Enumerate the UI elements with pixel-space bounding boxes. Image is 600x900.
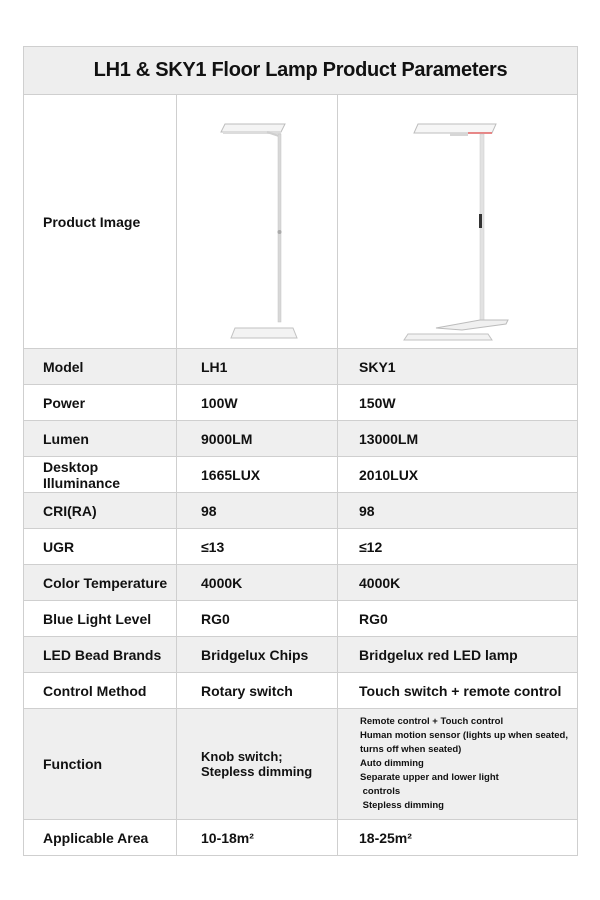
- floor-lamp-sky1-icon: [388, 102, 528, 342]
- lh1-value: 4000K: [177, 565, 338, 601]
- function-item: Stepless dimming: [360, 800, 444, 811]
- table-row: [24, 601, 578, 637]
- lh1-value: Bridgelux Chips: [177, 637, 338, 673]
- lh1-value: RG0: [177, 601, 338, 637]
- row-label: Color Temperature: [24, 565, 177, 601]
- row-label: UGR: [24, 529, 177, 565]
- sky1-value: Bridgelux red LED lamp: [338, 637, 578, 673]
- table-row: [24, 493, 578, 529]
- lh1-function: [177, 709, 338, 820]
- table-row: [24, 421, 578, 457]
- row-label: CRI(RA): [24, 493, 177, 529]
- sky1-value: Touch switch + remote control: [338, 673, 578, 709]
- function-row: [24, 709, 578, 820]
- sky1-value: RG0: [338, 601, 578, 637]
- row-label: Model: [24, 349, 177, 385]
- lh1-product-image: [177, 95, 338, 349]
- row-label: Lumen: [24, 421, 177, 457]
- lh1-area: 10-18m²: [177, 820, 338, 856]
- sky1-value: ≤12: [338, 529, 578, 565]
- row-label: LED Bead Brands: [24, 637, 177, 673]
- function-label: Function: [24, 709, 177, 820]
- sky1-product-image: [338, 95, 578, 349]
- function-item: Human motion sensor (lights up when seated, turns off when seated): [360, 730, 568, 755]
- row-label: Desktop Illuminance: [24, 457, 177, 493]
- function-item: controls: [360, 786, 401, 797]
- sky1-area: 18-25m²: [338, 820, 578, 856]
- table-row: [24, 637, 578, 673]
- table-row: [24, 457, 578, 493]
- table-title: LH1 & SKY1 Floor Lamp Product Parameters: [24, 47, 578, 95]
- lh1-value: Rotary switch: [177, 673, 338, 709]
- lh1-value: 9000LM: [177, 421, 338, 457]
- parameters-table: [23, 46, 578, 856]
- floor-lamp-lh1-icon: [197, 102, 317, 342]
- table-row: [24, 529, 578, 565]
- sky1-value: SKY1: [338, 349, 578, 385]
- row-label: Blue Light Level: [24, 601, 177, 637]
- sky1-value: 13000LM: [338, 421, 578, 457]
- lh1-value: 98: [177, 493, 338, 529]
- function-item: Remote control + Touch control: [360, 716, 504, 727]
- row-label: Control Method: [24, 673, 177, 709]
- function-item: Auto dimming: [360, 758, 424, 769]
- table-row: [24, 385, 578, 421]
- function-item: Separate upper and lower light: [360, 772, 499, 783]
- sky1-function-list: [338, 715, 577, 813]
- table-row: [24, 565, 578, 601]
- area-label: Applicable Area: [24, 820, 177, 856]
- lh1-function-line: Stepless dimming: [201, 764, 313, 779]
- sky1-value: 4000K: [338, 565, 578, 601]
- sky1-value: 2010LUX: [338, 457, 578, 493]
- lh1-value: LH1: [177, 349, 338, 385]
- sky1-value: 98: [338, 493, 578, 529]
- sky1-function: [338, 709, 578, 820]
- row-label: Power: [24, 385, 177, 421]
- lh1-value: ≤13: [177, 529, 338, 565]
- table-row: [24, 820, 578, 856]
- product-image-label: Product Image: [24, 95, 177, 349]
- sky1-value: 150W: [338, 385, 578, 421]
- table-row: [24, 673, 578, 709]
- lh1-function-line: Knob switch;: [201, 749, 283, 764]
- lh1-value: 100W: [177, 385, 338, 421]
- table-row: [24, 349, 578, 385]
- lh1-value: 1665LUX: [177, 457, 338, 493]
